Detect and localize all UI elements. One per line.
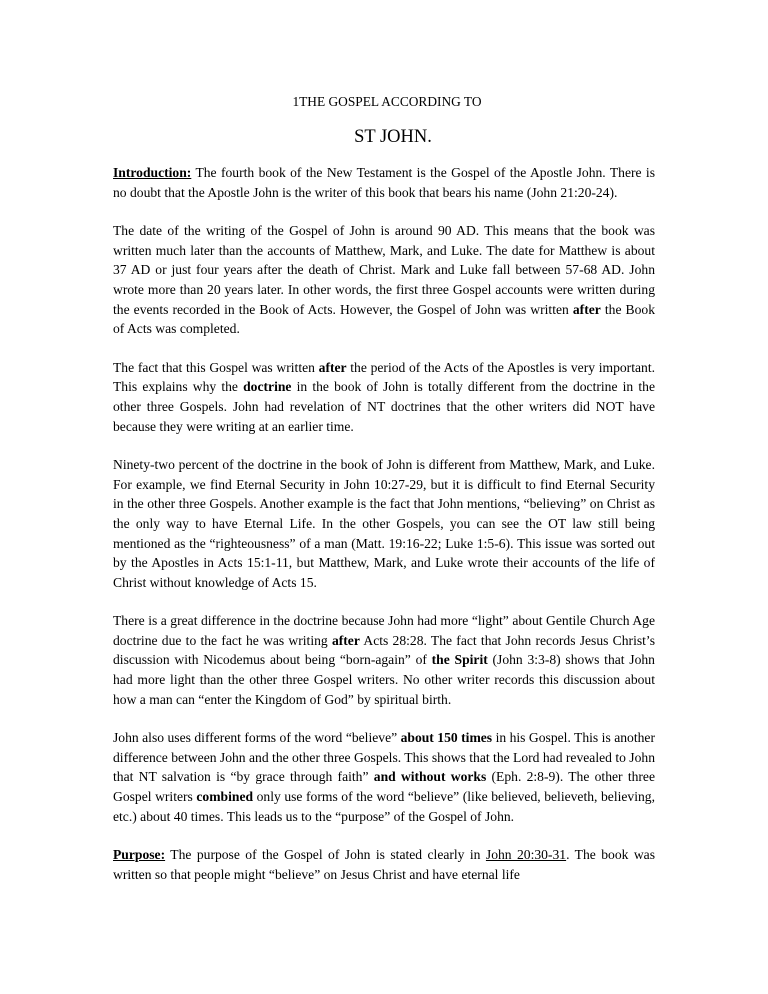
paragraph-light <box>113 611 655 709</box>
emphasis-text: combined <box>196 789 254 805</box>
paragraph-text: only use forms of the word “believe” (like believed, believeth, believing, etc.) about 40 times. This leads us to the “purpose” of the Gospel of John. <box>113 789 655 824</box>
emphasis-text: about 150 times <box>400 730 493 746</box>
document-subtitle: ST JOHN. <box>354 127 432 147</box>
paragraph-text: in the book of John is totally different from the doctrine in the other three Gospels. John had revelation of NT doctrines that the other writers did NOT have because they were writing at an earlier time. <box>113 379 655 434</box>
emphasis-text: after <box>331 632 360 648</box>
paragraph-text: The purpose of the Gospel of John is stated clearly in <box>165 847 486 863</box>
emphasis-text: and without works <box>373 769 487 785</box>
introduction-text: The fourth book of the New Testament is the Gospel of the Apostle John. There is no doubt that the Apostle John is the writer of this book that bears his name (John 21:20-24). <box>113 165 655 200</box>
document-title: 1THE GOSPEL ACCORDING TO <box>292 94 482 109</box>
paragraph-introduction <box>113 163 655 202</box>
introduction-heading: Introduction: <box>113 165 192 180</box>
paragraph-text: (John 3:3-8) shows that John had more light than the other three Gospel writers. No other writer records this discussion about how a man can “enter the Kingdom of God” by spiritual birth. <box>113 652 655 707</box>
paragraph-text: The fact that this Gospel was written <box>113 359 319 375</box>
paragraph-doctrine-difference <box>113 455 655 592</box>
emphasis-text: after <box>318 359 347 375</box>
paragraph-text: the Book of Acts was completed. <box>113 301 655 337</box>
emphasis-text: after <box>572 301 601 317</box>
paragraph-text: the period of the Acts of the Apostles is very important. This explains why the <box>113 359 655 395</box>
paragraph-text: in his Gospel. This is another difference between John and the other three Gospels. This shows that the Lord had revealed to John that NT salvation is “by grace through faith” <box>113 730 655 785</box>
paragraph-text: The date of the writing of the Gospel of John is around 90 AD. This means that the book was written much later than the accounts of Matthew, Mark, and Luke. The date for Matthew is about 37 AD or just four years after the death of Christ. Mark and Luke fall between 57-68 AD. John wrote more than 20 years later. In other words, the first three Gospel accounts were written during the events recorded in the Book of Acts. However, the Gospel of John was written <box>113 223 655 317</box>
paragraph-believe <box>113 728 655 826</box>
purpose-heading: Purpose: <box>113 847 166 863</box>
paragraph-text: Acts 28:28. The fact that John records Jesus Christ’s discussion with Nicodemus about being “born-again” of <box>113 632 655 668</box>
paragraph-text: Ninety-two percent of the doctrine in the book of John is different from Matthew, Mark, and Luke. For example, we find Eternal Security in John 10:27-29, but it is difficult to find Eternal Security in the other three Gospels. Another example is the fact that John mentions, “believing” on Christ as the only way to have Eternal Life. In the other Gospels, you can see the OT law still being mentioned as the “righteousness” of a man (Matt. 19:16-22; Luke 1:5-6). This issue was sorted out by the Apostles in Acts 15:1-11, but Matthew, Mark, and Luke wrote their accounts of the life of Christ without knowledge of Acts 15. <box>113 457 655 590</box>
emphasis-text: doctrine <box>243 379 292 395</box>
paragraph-date <box>113 221 655 339</box>
scripture-reference: John 20:30-31 <box>485 847 567 863</box>
paragraph-importance <box>113 358 655 436</box>
emphasis-text: the Spirit <box>431 652 488 668</box>
document-body <box>113 163 655 884</box>
paragraph-purpose <box>113 845 655 884</box>
paragraph-text: (Eph. 2:8-9). The other three Gospel writers <box>113 769 655 805</box>
paragraph-text: John also uses different forms of the word “believe” <box>113 730 401 746</box>
paragraph-text: There is a great difference in the doctrine because John had more “light” about Gentile Church Age doctrine due to the fact he was writing <box>113 613 655 648</box>
paragraph-text: . The book was written so that people might “believe” on Jesus Christ and have eternal life <box>113 847 655 882</box>
